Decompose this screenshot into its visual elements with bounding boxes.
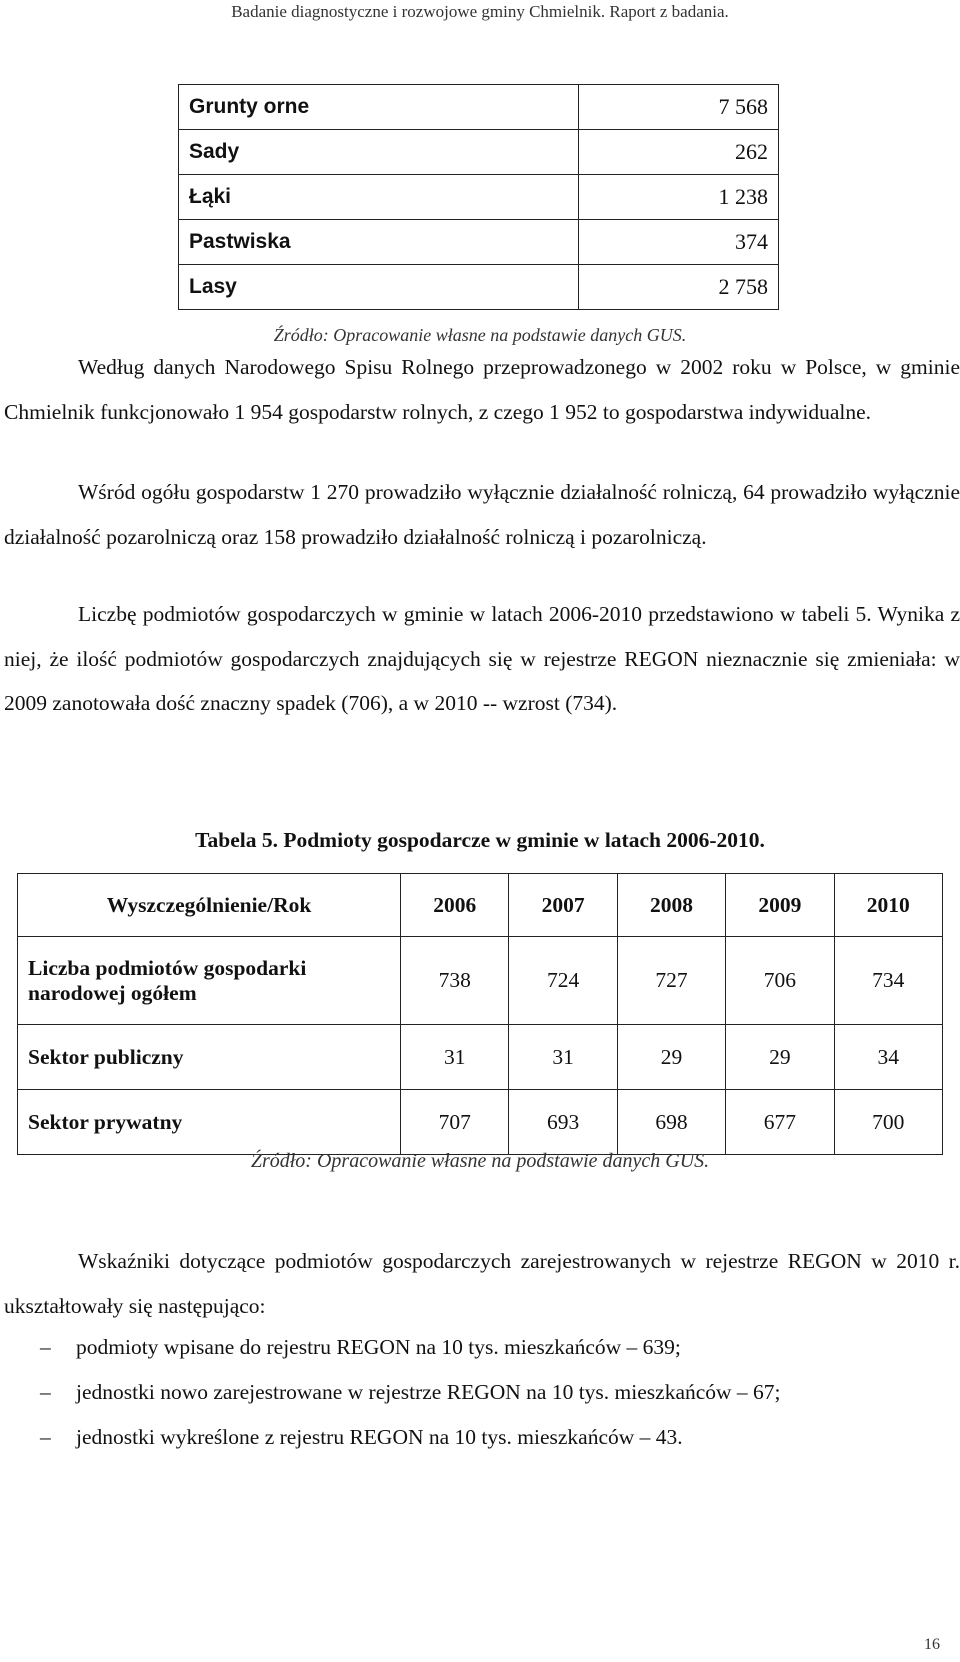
paragraph-indicators bbox=[4, 1239, 960, 1328]
row-label: Liczba podmiotów gospodarki narodowej ogółem bbox=[18, 937, 401, 1025]
row-label: Sady bbox=[179, 130, 579, 175]
list-item-text: podmioty wpisane do rejestru REGON na 10 tys. mieszkańców – 639; bbox=[76, 1335, 681, 1359]
table-cell: 724 bbox=[509, 937, 617, 1025]
land-use-table bbox=[178, 84, 779, 310]
list-item bbox=[40, 1325, 940, 1370]
table-cell: 700 bbox=[834, 1090, 942, 1155]
paragraph-farms bbox=[4, 470, 960, 559]
indicator-list bbox=[40, 1325, 940, 1460]
list-item bbox=[40, 1370, 940, 1415]
row-value: 2 758 bbox=[579, 265, 779, 310]
table-caption: Tabela 5. Podmioty gospodarcze w gminie w latach 2006-2010. bbox=[195, 828, 765, 852]
table-row bbox=[18, 1025, 943, 1090]
table-row bbox=[179, 85, 779, 130]
table-row bbox=[18, 1090, 943, 1155]
row-value: 262 bbox=[579, 130, 779, 175]
column-header: 2010 bbox=[834, 874, 942, 937]
column-header: 2007 bbox=[509, 874, 617, 937]
table-cell: 34 bbox=[834, 1025, 942, 1090]
table-cell: 698 bbox=[617, 1090, 725, 1155]
table-cell: 707 bbox=[401, 1090, 509, 1155]
dash-bullet: – bbox=[40, 1335, 51, 1359]
row-value: 1 238 bbox=[579, 175, 779, 220]
paragraph-nsr bbox=[4, 345, 960, 434]
table-cell: 734 bbox=[834, 937, 942, 1025]
list-item-text: jednostki wykreślone z rejestru REGON na 10 tys. mieszkańców – 43. bbox=[76, 1425, 683, 1449]
table-cell: 29 bbox=[617, 1025, 725, 1090]
row-label: Sektor publiczny bbox=[18, 1025, 401, 1090]
table-row bbox=[18, 937, 943, 1025]
table-row bbox=[179, 130, 779, 175]
list-item bbox=[40, 1415, 940, 1460]
column-header: Wyszczególnienie/Rok bbox=[18, 874, 401, 937]
table-cell: 693 bbox=[509, 1090, 617, 1155]
table-header-row bbox=[18, 874, 943, 937]
table-cell: 31 bbox=[509, 1025, 617, 1090]
page-header: Badanie diagnostyczne i rozwojowe gminy Chmielnik. Raport z badania. bbox=[231, 2, 729, 21]
table-cell: 677 bbox=[726, 1090, 834, 1155]
paragraph-text: Wśród ogółu gospodarstw 1 270 prowadziło wyłącznie działalność rolniczą, 64 prowadziło wyłącznie działalność pozarolniczą oraz 158 prowadziło działalność rolniczą i pozarolniczą. bbox=[4, 480, 960, 549]
table-cell: 29 bbox=[726, 1025, 834, 1090]
table-cell: 706 bbox=[726, 937, 834, 1025]
row-label: Pastwiska bbox=[179, 220, 579, 265]
row-value: 374 bbox=[579, 220, 779, 265]
table-row bbox=[179, 265, 779, 310]
row-label: Sektor prywatny bbox=[18, 1090, 401, 1155]
land-table-source: Źródło: Opracowanie własne na podstawie danych GUS. bbox=[273, 325, 687, 345]
column-header: 2008 bbox=[617, 874, 725, 937]
row-label: Lasy bbox=[179, 265, 579, 310]
table-cell: 31 bbox=[401, 1025, 509, 1090]
column-header: 2009 bbox=[726, 874, 834, 937]
paragraph-text: Liczbę podmiotów gospodarczych w gminie w latach 2006-2010 przedstawiono w tabeli 5. Wynika z niej, że ilość podmiotów gospodarczych znajdujących się w rejestrze REGON nieznacznie się zmieniała: w 2009 zanotowała dość znaczny spadek (706), a w 2010 -- wzrost (734). bbox=[4, 602, 960, 715]
table-row bbox=[179, 175, 779, 220]
table-cell: 727 bbox=[617, 937, 725, 1025]
list-item-text: jednostki nowo zarejestrowane w rejestrze REGON na 10 tys. mieszkańców – 67; bbox=[76, 1380, 781, 1404]
row-label: Łąki bbox=[179, 175, 579, 220]
row-value: 7 568 bbox=[579, 85, 779, 130]
column-header: 2006 bbox=[401, 874, 509, 937]
business-entities-table bbox=[17, 873, 943, 1155]
paragraph-regon bbox=[4, 592, 960, 726]
paragraph-text: Według danych Narodowego Spisu Rolnego przeprowadzonego w 2002 roku w Polsce, w gminie Chmielnik funkcjonowało 1 954 gospodarstw rolnych, z czego 1 952 to gospodarstwa indywidualne. bbox=[4, 355, 960, 424]
table-cell: 738 bbox=[401, 937, 509, 1025]
table-source: Źródło: Opracowanie własne na podstawie danych GUS. bbox=[250, 1150, 710, 1172]
dash-bullet: – bbox=[40, 1425, 51, 1449]
row-label: Grunty orne bbox=[179, 85, 579, 130]
page-number: 16 bbox=[924, 1636, 940, 1653]
paragraph-text: Wskaźniki dotyczące podmiotów gospodarczych zarejestrowanych w rejestrze REGON w 2010 r. ukształtowały się następująco: bbox=[4, 1249, 960, 1318]
table-row bbox=[179, 220, 779, 265]
dash-bullet: – bbox=[40, 1380, 51, 1404]
